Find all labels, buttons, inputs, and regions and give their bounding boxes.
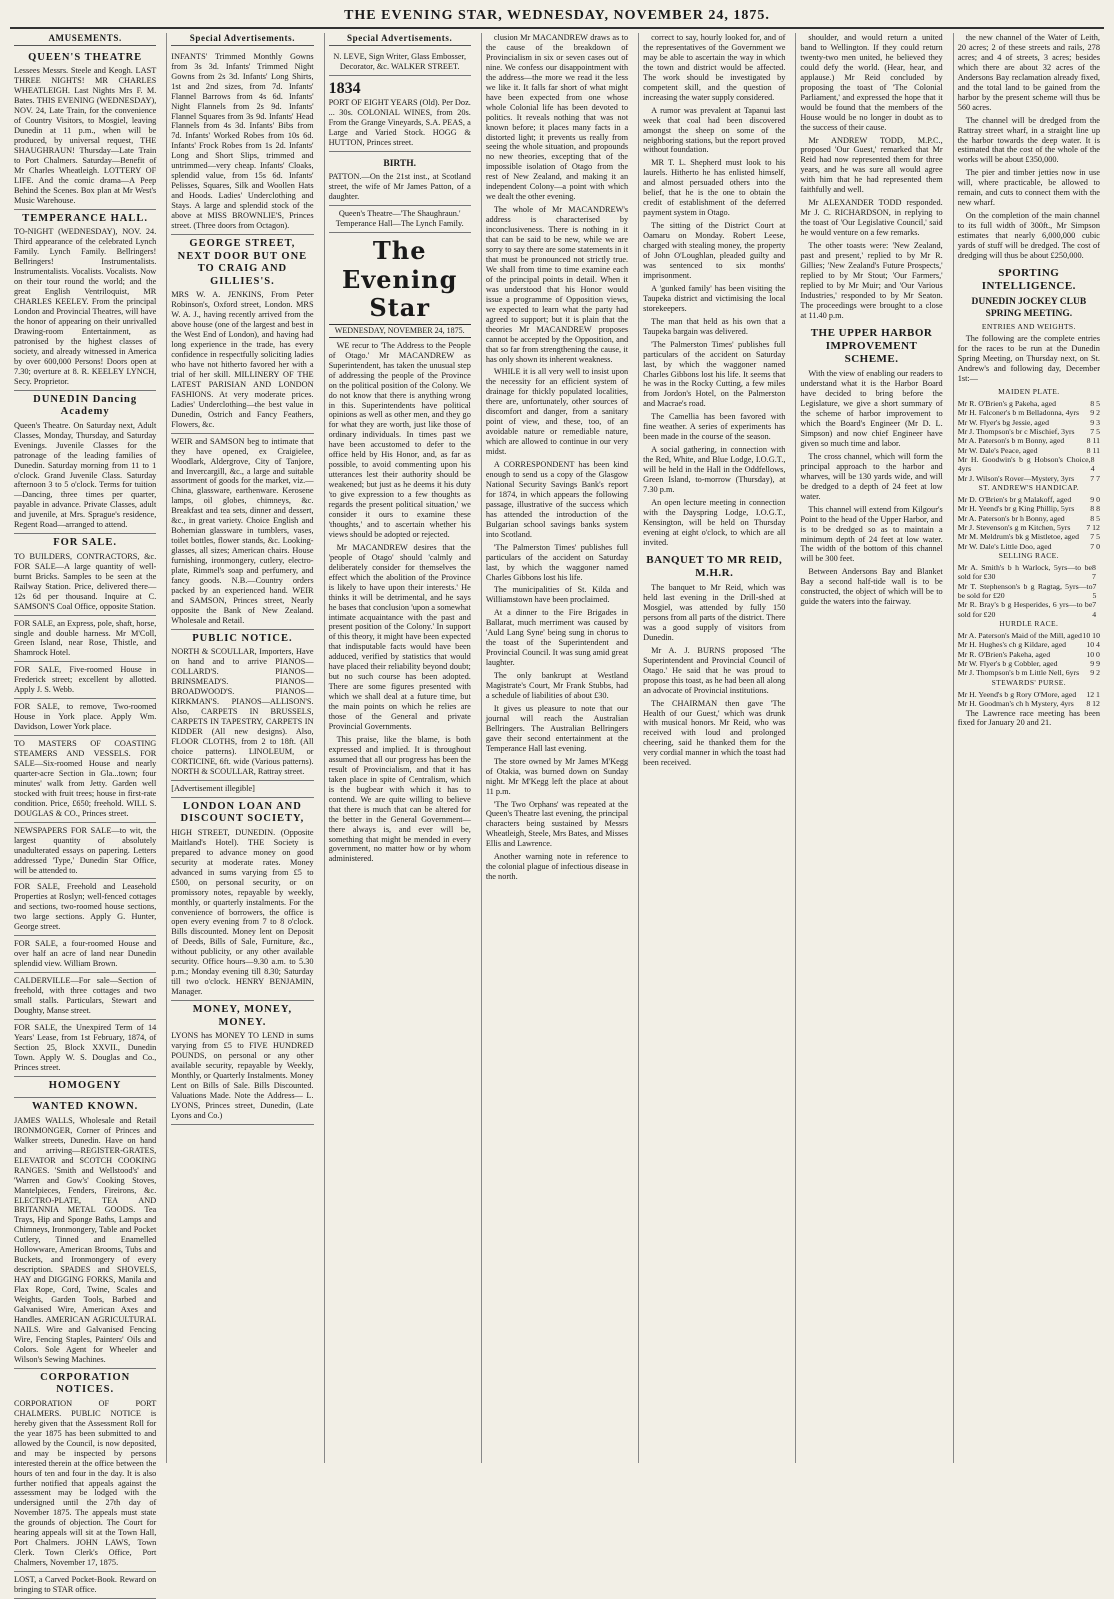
- entry-name: Mr H. Hughes's ch g Kildare, aged: [957, 640, 1067, 650]
- advertisement: [14, 936, 156, 973]
- paragraph: On the completion of the main channel to its full width of 300ft., Mr Simpson estimates that nearly 6,000,000 cubic yards of stuff will be dredged. The cost of dredging will thus be about £250,000.: [957, 211, 1100, 261]
- handicap-title: ST. ANDREW'S HANDICAP.: [978, 482, 1080, 492]
- column-sporting: [953, 33, 1104, 1463]
- hurdle-title: HURDLE RACE.: [999, 619, 1059, 629]
- ad-body: LOST, a Carved Pocket-Book. Reward on bringing to STAR office.: [14, 1575, 157, 1595]
- ad-title: WANTED KNOWN.: [31, 1101, 139, 1113]
- paragraph: A 'gunked family' has been visiting the Taupeka district and victimising the local storekeepers.: [643, 283, 786, 313]
- race-entry: [958, 436, 1100, 445]
- race-entry: [958, 600, 1100, 619]
- advertisement: [14, 879, 156, 936]
- ad-body: TO BUILDERS, CONTRACTORS, &c. FOR SALE—A large quantity of well-burnt Bricks. Samples to be seen at the Railway Station. Price, delivered there—12s 6d per thousand. Inquire at C. SAMSON'S Coal Office, opposite Station.: [14, 551, 157, 611]
- advertisement: [14, 616, 156, 663]
- entry-weight: 8 5: [1090, 513, 1100, 523]
- ad-title: DUNEDIN Dancing Academy: [33, 393, 138, 418]
- selling-title: SELLING RACE.: [998, 551, 1059, 561]
- entry-weight: 7 0: [1090, 541, 1100, 551]
- advertisement: [14, 736, 156, 823]
- ads-list: [14, 49, 156, 1599]
- race-entry: [958, 408, 1100, 417]
- race-entry: [958, 631, 1100, 640]
- maiden-title: MAIDEN PLATE.: [998, 386, 1060, 396]
- selling-entries: [958, 563, 1100, 619]
- advertisement: [171, 235, 313, 434]
- amusement-pointer: Queen's Theatre—'The Shaughraun.' Temperance Hall—The Lynch Family.: [329, 206, 471, 233]
- paragraph: This praise, like the blame, is both expressed and implied. It is throughout assumed that all our progress has been the result of Provincialism, and that it has taken place in spite of Centralism, which is the bugbear with which it has to contend. We are quite willing to believe that there is much that can be altered for the better in the General Government—there always is, and ever will be, something that might be mended in every government, no matter how or by whom administered.: [328, 734, 471, 864]
- maiden-entries: [958, 399, 1100, 483]
- ad-title: HOMOGENY: [48, 1079, 122, 1091]
- jockey-intro: The following are the complete entries for the races to be run at the Dunedin Spring Meeting, on Thursday next, on St. Andrew's and following day, December 1st:—: [957, 334, 1100, 383]
- paragraph: A social gathering, in connection with the Red, White, and Blue Lodge, I.O.G.T., will be held in the Hall in the Oddfellows, Green Island, to-morrow (Thursday), at 7.30 p.m.: [643, 445, 786, 494]
- ad-title: CORPORATION NOTICES.: [40, 1371, 131, 1396]
- paragraph: 'The Two Orphans' was repeated at the Queen's Theatre last evening, the principal characters being sustained by Messrs Wheatleigh, Steele, Mrs Bates, and Misses Ellis and Lawrence.: [485, 799, 629, 849]
- race-entry: [958, 542, 1100, 551]
- ad-body: NEWSPAPERS FOR SALE—to wit, the largest quantity of absolutely unadulterated essays on papering. Letters addressed 'Type,' Dunedin Star Office, will be attended to.: [14, 825, 157, 875]
- ad-body: NORTH & SCOULLAR, Importers, Have on hand and to arrive PIANOS—COLLARD'S. PIANOS—BRINSMEAD'S. PIANOS—BROADWOOD'S. PIANOS—KIRKMAN'S. PIANOS—ALLISON'S. Also, CARPETS IN BRUSSELS, CARPETS IN TAPESTRY, CARPETS IN KIDDER (All new designs). Also, FLOOR CLOTHS, from 2 to 18ft. (All choice patterns). LINOLEUM, or CORTICINE, 6ft. wide (Various patterns). NORTH & SCOULLAR, Rattray street.: [171, 647, 314, 776]
- paragraph: A CORRESPONDENT has been kind enough to send us a copy of the Glasgow National Security Savings Bank's report for 1874, in which appears the following passage, illustrative of the success which has attended the introduction of the Bulgarian school savings banks system into Scotland.: [485, 460, 629, 539]
- entry-name: Mr H. Yeend's br g King Phillip, 5yrs: [957, 504, 1075, 514]
- news-paragraphs: [486, 33, 628, 882]
- paragraph: shoulder, and would return a united band to Wellington. If they could return twenty-two men united, he believed they could defy the world. (Hear, hear, and applause.) Mr Reid concluded by proposing the toast of 'The Colonial Parliament,' and expressed the hope that it would be found that the members of the House would be no longer in doubt as to the success of their cause.: [800, 33, 943, 132]
- ad-title: MONEY, MONEY, MONEY.: [192, 1004, 293, 1028]
- entry-name: Mr J. Thompson's br c Mischief, 3yrs: [957, 426, 1075, 436]
- entry-name: Mr D. O'Brien's br g Malakoff, aged: [957, 494, 1072, 504]
- race-entry: [958, 582, 1100, 601]
- column-heading: Special Advertisements.: [171, 33, 313, 46]
- footer-note: The Lawrence race meeting has been fixed for January 20 and 21.: [957, 708, 1100, 728]
- paragraph: The CHAIRMAN then gave 'The Health of our Guest,' which was drunk with musical honors. Mr Reid, who was received with loud and prolonged cheering, said he thanked them for the very cordial manner in which the toast had been received.: [643, 698, 786, 768]
- editorial: [329, 341, 471, 865]
- paragraph: Mr ANDREW TODD, M.P.C., proposed 'Our Guest,' remarked that Mr Reid had now represented them for three years, and he was sure all would agree with him that he had represented them faithfully and well.: [800, 135, 943, 195]
- paragraph: The cross channel, which will form the principal approach to the harbor and wharves, will be 130 yards wide, and will be dredged to a depth of 24 feet at low water.: [800, 451, 943, 501]
- entry-name: Mr J. Wilson's Rover—Mystery, 3yrs: [957, 473, 1075, 483]
- advertisement: [14, 699, 156, 736]
- advertisement: [14, 391, 156, 535]
- advertisement: [14, 210, 156, 391]
- column-heading: Special Advertisements.: [329, 33, 471, 46]
- sporting-title: SPORTING INTELLIGENCE.: [981, 266, 1076, 293]
- entry-weight: 8 12: [1086, 699, 1100, 709]
- ad-body: CORPORATION OF PORT CHALMERS. PUBLIC NOTICE is hereby given that the Assessment Roll for the year 1875 has been submitted to and allowed by the Council, is now deposited, and may be inspected by persons interested therein at the office between the hours of ten and four in the day. It is also further notified that appeals against the assessment may be lodged with the undersigned until the 27th day of November 1875. The appeals must state the grounds of objection. The Court for hearing appeals will sit at the Town Hall, Port Chalmers. JOHN LAWS, Town Clerk. Town Clerk's Office, Port Chalmers, November 17, 1875.: [14, 1398, 157, 1568]
- paragraph: The banquet to Mr Reid, which was held last evening in the Drill-shed at Mosgiel, was attended by fully 150 persons from all parts of the district. There was a good supply of visitors from Dunedin.: [643, 583, 786, 642]
- race-entry: [958, 418, 1100, 427]
- ad-body: CALDERVILLE—For sale—Section of freehold, with three cottages and two small stalls. Particulars, Stewart and Doughty, Manse street.: [14, 976, 157, 1015]
- paragraph: Mr MACANDREW desires that the 'people of Otago' should 'calmly and deliberately consider for themselves the effect which the abolition of the Province is likely to have upon their interests.' He thinks it will be detrimental, and he says he bases that conclusion 'upon a somewhat intimate acquaintance with the past and present position of the Colony.' In support of this theory, it might have been expected that indisputable facts would have been adduced, verified by statistics that would have placed their reliability beyond doubt; but no such course has been adopted. There are some figures presented with which we shall deal at a future time, but the main points on which he relies are those of the General and private Provincial Governments.: [328, 542, 471, 732]
- advertisement: [14, 1098, 156, 1368]
- birth-notice: [329, 152, 471, 206]
- paragraph: An open lecture meeting in connection with the Dayspring Lodge, I.O.G.T., Kensington, will be held on Thursday evening at eight o'clock, to which are all invited.: [643, 497, 786, 547]
- race-entry: [958, 532, 1100, 541]
- masthead: THE EVENING STAR, WEDNESDAY, NOVEMBER 24, 1875.: [10, 6, 1104, 29]
- advertisement: [14, 49, 156, 210]
- news-paragraphs: [958, 33, 1100, 261]
- paragraph: The channel will be dredged from the Rattray street wharf, in a straight line up the harbor towards the deep water. It is estimated that the cost of the whole of the works will be about £350,000.: [957, 115, 1100, 165]
- race-entry: [958, 690, 1100, 699]
- entry-weight: 7 5: [1090, 532, 1100, 542]
- entry-name: Mr T. Stephenson's b g Ragtag, 5yrs—to be sold for £20: [957, 581, 1093, 601]
- race-entry: [958, 523, 1100, 532]
- entry-name: Mr W. Flyer's b g Cobbler, aged: [957, 659, 1058, 669]
- entry-name: Mr H. Falconer's b m Belladonna, 4yrs: [957, 408, 1080, 418]
- entry-name: Mr A. Paterson's b m Bonny, aged: [957, 436, 1065, 446]
- entry-name: Mr M. Meldrum's bk g Mistletoe, aged: [957, 532, 1080, 542]
- paragraph: This channel will extend from Kilgour's Point to the head of the Upper Harbor, and is to be dredged so as to maintain a minimum depth of 24 feet at low water. The width of the bottom of this channel will be 300 feet.: [800, 504, 943, 564]
- paragraph: Mr ALEXANDER TODD responded. Mr J. C. RICHARDSON, in replying to the toast of 'Our Legislative Council,' said he would venture on a few remarks.: [800, 198, 943, 238]
- ad-title: LONDON LOAN AND DISCOUNT SOCIETY,: [180, 800, 305, 825]
- birth-text: PATTON.—On the 21st inst., at Scotland street, the wife of Mr James Patton, of a daughter.: [328, 172, 471, 201]
- entry-weight: 10 0: [1086, 649, 1100, 659]
- stewards-entries: [958, 690, 1100, 709]
- entry-name: Mr W. Flyer's bg Jessie, aged: [957, 417, 1049, 427]
- entry-name: Mr R. O'Brien's Pakeha, aged: [957, 649, 1051, 659]
- entry-weight: 9 9: [1090, 659, 1100, 669]
- ad-body: MRS W. A. JENKINS, From Peter Robinson's, Oxford street, London. MRS W. A. J., having recently arrived from the above house (one of the largest and best in the West End of London), and having had long experience in the trade, has every confidence in respectfully soliciting ladies who have not hitherto favored her with a trial of her skill. MILLINERY OF THE LATEST PARISIAN AND LONDON FASHIONS. At very moderate prices. Ladies' Underclothing—the best value in Dunedin, Ostrich and Fancy Feathers, Flowers, &c.: [171, 290, 314, 429]
- entry-weight: 9 2: [1090, 668, 1100, 678]
- banquet-paragraphs: [643, 583, 785, 768]
- advertisement: [14, 823, 156, 880]
- columns: [10, 33, 1104, 1595]
- paragraph: Another warning note in reference to the colonial plague of infectious disease in the north.: [485, 852, 629, 882]
- advertisement: [14, 1077, 156, 1099]
- paragraph: Between Andersons Bay and Blanket Bay a second half-tide wall is to be constructed, the object of which will be to guide the waters into the fairway.: [800, 567, 943, 607]
- wine-text: PORT OF EIGHT YEARS (Old). Per Doz. ... 30s. COLONIAL WINES, from 20s. From the Grange Vineyards, S.A. PEAS, a Large and Varied Stock. HOGG & HUTTON, Princes street.: [328, 97, 471, 147]
- paragraph: The Camellia has been favored with fine weather. A series of experiments has been made in the course of the season.: [643, 412, 786, 442]
- race-entry: [958, 563, 1100, 582]
- ad-body: TO-NIGHT (WEDNESDAY), NOV. 24. Third appearance of the celebrated Lynch Family. Lynch Family. Bellringers! Bellringers! Instrumentalists. Instrumentalists. Vocalists. Vocalists. Now on their tour round the world; and the great English Ventriloquist, MR CHARLES KEELEY. From the principal London and Provincial Theatres, will have the honor of appearing on their unrivalled Drawing-room Entertainment, as patronised by the highest classes of society, and already witnessed in America by over 600,000 Persons! Doors open at 7.30; overture at 8. R. KEELEY LYNCH, Secy. Proprietor.: [14, 227, 157, 386]
- entry-name: Mr A. Paterson's Maid of the Mill, aged: [957, 631, 1082, 641]
- entry-name: Mr H. Goodman's ch h Mystery, 4yrs: [957, 699, 1074, 709]
- entry-weight: 9 0: [1090, 494, 1100, 504]
- advertisement: [14, 662, 156, 699]
- paragraph: MR T. L. Shepherd must look to his laurels. Hitherto he has enlisted himself, and almost persuaded others into the belief, that he is the one to obtain the credit of establishment of the deferred payment system in Otago.: [643, 158, 786, 218]
- entry-name: Mr A. Paterson's br h Bonny, aged: [957, 513, 1065, 523]
- ad-body: Queen's Theatre. On Saturday next, Adult Classes, Monday, Thursday, and Saturday Evenings. Juvenile Classes for the patronage of the leading families of Dunedin. Saturday morning from 11 to 1 o'clock. Grand Juvenile Class. Saturday afternoon 3 to 5 o'clock. Terms for tuition—Dancing, three times per quarter, payable in advance. Private Classes, adult and juvenile, at Mrs. Sprague's residence, Regent Road—arranged to attend.: [14, 420, 157, 530]
- column-news-1: [481, 33, 632, 1463]
- handicap-entries: [958, 495, 1100, 551]
- paragraph: WE recur to 'The Address to the People of Otago.' Mr MACANDREW as Superintendent, has taken the unusual step of addressing the people of the Province on the political position of the Colony. We do not know that there is anything wrong in this. Superintendents have political opinions as well as other men, and they go for what they are worth, just like those of ordinary individuals. In times past we have been accustomed to defer to the office held by His Honor, and, as far as possible, to avoid commenting upon his utterances lest their authority should be weakened; but just as he deems it his duty 'to give expression to a few thoughts as regards the present political situation,' we consider it ours to examine these 'thoughts,' and to ascertain whether his views should be adopted or rejected.: [328, 340, 471, 539]
- newspaper-flag: The Evening Star: [342, 235, 458, 323]
- entry-weight: 12 1: [1086, 689, 1100, 699]
- ad-body: FOR SALE, the Unexpired Term of 14 Years' Lease, from 1st February, 1874, of Section 25, Block XXVII., Dunedin Town. Apply W. S. Douglas and Co., Princes street.: [14, 1022, 157, 1072]
- birth-title: BIRTH.: [383, 158, 417, 169]
- race-entry: [958, 446, 1100, 455]
- paragraph: The pier and timber jetties now in use will, where practicable, be allowed to remain, and cuts to connect them with the new wharf.: [957, 168, 1100, 208]
- ad-body: Lessees Messrs. Steele and Keogh. LAST THREE NIGHTS! MR CHARLES WHEATLEIGH. Last Nights Mrs F. M. Bates. THIS EVENING (WEDNESDAY), NOV. 24, Late Train, for the convenience of Country Visitors, to Mosgiel, leaving Dunedin at 11 p.m., when will be produced, by universal request, THE SHAUGHRAUN! Thursday—Late Train to Port Chalmers. Saturday—Benefit of Mr Charles Wheatleigh. LOTTERY OF LIFE. And the comic drama—A Peep Behind the Scenes. Box plan at Mr West's Music Warehouse.: [14, 66, 157, 205]
- race-entry: [958, 399, 1100, 408]
- ad-title: TEMPERANCE HALL.: [22, 212, 148, 224]
- ad-body: FOR SALE, to remove, Two-roomed House in York place. Apply Wm. Davidson, Lower York place.: [14, 702, 157, 732]
- stewards-title: STEWARDS' PURSE.: [991, 677, 1067, 687]
- entry-weight: 8 7: [1091, 563, 1096, 582]
- race-entry: [958, 474, 1100, 483]
- paragraph: A rumor was prevalent at Tapanui last week that coal had been discovered amongst the sheep on some of the neighboring stations, but the report proved without foundation.: [643, 105, 786, 155]
- ad-body: FOR SALE, Freehold and Leasehold Properties at Roslyn; well-fenced cottages and sections, two-roomed house sections, two large sections. Apply G. Hunter, George street.: [14, 882, 157, 932]
- ad-body: FOR SALE, a four-roomed House and over half an acre of land near Dunedin splendid view. William Brown.: [14, 939, 157, 969]
- wine-year: 1834: [328, 79, 361, 97]
- race-entry: [958, 495, 1100, 504]
- race-entry: [958, 659, 1100, 668]
- paragraph: The other toasts were: 'New Zealand, past and present,' replied to by Mr R. Gillies; 'New Zealand's Future Prospects,' replied to by Mr Stout; 'Our Farmers,' replied to by Mr Muir; and 'Our Various Industries,' responded to by Mr Seaton. The proceedings were brought to a close at 11.40 p.m.: [800, 241, 943, 320]
- race-entry: [958, 668, 1100, 677]
- entry-weight: 9 2: [1090, 408, 1100, 418]
- ad-body: JAMES WALLS, Wholesale and Retail IRONMONGER, Corner of Princes and Walker streets, Dunedin. Have on hand and arriving—REGISTER-GRATES, ELEVATOR and SCOTCH COOKING RANGES. 'Smith and Wellstood's' and 'Warren and Gow's' Cooking Stoves, Mantelpieces, Fenders, Fireirons, &c. ELECTRO-PLATE, TEA AND BRITANNIA METAL GOODS. Tea Trays, Hip and Sponge Baths, Lamps and Chimneys, Ironmongery, Table and Pocket Cutlery, Tinned and Enamelled Hollowware, American Brooms, Tubs and Buckets, and Ironmongery of every description. SPADES and SHOVELS, HAY and DIGGING FORKS, Manila and Flax Rope, Cord, Twine, Scales and Weights, Garden Tools, Barbed and Galvanised Wire, American Axes and Handles. AMERICAN AGRICULTURAL NAILS. Wire and Galvanised Fencing Wire, Fencing Staples, Painters' Oils and Colors. Sole Agent for Wheeler and Wilson's Sewing Machines.: [14, 1115, 157, 1364]
- entry-name: Mr J. Stevenson's g m Kitchen, 5yrs: [957, 523, 1071, 533]
- hurdle-entries: [958, 631, 1100, 678]
- ad-body: FOR SALE, Five-roomed House in Frederick street; excellent by allotted. Apply J. S. Webb.: [14, 665, 157, 695]
- entry-weight: 7 5: [1090, 426, 1100, 436]
- entry-weight: 10 4: [1086, 640, 1100, 650]
- entry-name: Mr R. Bray's b g Hesperides, 6 yrs—to be sold for £20: [957, 600, 1093, 619]
- race-entry: [958, 650, 1100, 659]
- ad-wine: [329, 76, 471, 152]
- paragraph: the new channel of the Water of Leith, 20 acres; 2 of these streets and rails, 278 acres; and 4 of streets, 3 acres; besides which there are about 32 acres of the Andersons Bay reclamation already fixed, and the total land to be gained from the harbor by the present scheme will thus be 560 acres.: [957, 33, 1100, 112]
- ads-list: [171, 49, 313, 1125]
- race-entry: [958, 514, 1100, 523]
- paragraph: The man that held as his own that a Taupeka bargain was delivered.: [643, 316, 786, 336]
- entry-weight: 10 10: [1082, 631, 1100, 641]
- advertisement: [14, 1572, 156, 1599]
- entry-weight: 7 4: [1092, 600, 1097, 619]
- paragraph: The store owned by Mr James M'Kegg of Otakia, was burned down on Sunday night. Mr M'Kegg left the place at about 11 p.m.: [485, 756, 629, 796]
- entry-name: Mr W. Dale's Little Doo, aged: [957, 541, 1052, 551]
- entry-weight: 7 5: [1092, 581, 1097, 601]
- entry-weight: 8 11: [1086, 445, 1100, 455]
- entry-name: Mr R. O'Brien's g Pakeha, aged: [957, 398, 1056, 408]
- news-paragraphs: [800, 33, 942, 321]
- advertisement: [14, 973, 156, 1020]
- paragraph: clusion Mr MACANDREW draws as to the cause of the breakdown of Provincialism in six or seven cases out of nine. We confess our disappointment with the address—the more we read it the less we like it. It falls far short of what might have been expected from one whose whole Colonial life has been devoted to politics. It reveals nothing that was not known before; it places many facts in a distorted light; it prevents us really from seeing the whole situation, and propounds no new theories, excepting that of the impossible isolation of Otago from the rest of New Zealand, and making it an independent Colony—a point with which we dealt the other evening.: [485, 33, 629, 202]
- jockey-sub: ENTRIES AND WEIGHTS.: [981, 322, 1076, 332]
- column-amusements: [10, 33, 160, 1595]
- race-entry: [958, 640, 1100, 649]
- entry-weight: 9 3: [1090, 417, 1100, 427]
- harbor-title: THE UPPER HARBOR IMPROVEMENT SCHEME.: [810, 326, 933, 366]
- advertisement: [14, 1369, 156, 1572]
- paragraph: The sitting of the District Court at Oamaru on Monday. Robert Leese, charged with stealing money, the property of John O'Loughlan, pleaded guilty and was sentenced to six months' imprisonment.: [643, 221, 786, 280]
- advertisement: [171, 630, 313, 781]
- ad-body: [Advertisement illegible]: [171, 783, 255, 793]
- ad-title: PUBLIC NOTICE.: [192, 632, 293, 644]
- paragraph: The whole of Mr MACANDREW's address is characterised by inconclusiveness. There is nothing in it that can be said to be new, while we are sorry to say there are some statements in it that must be pronounced not strictly true. We shall from time to time examine each of the principal points in detail. When it was understood that his Honor would issue a programme of Opposition views, we expected to learn what the party had agreed to support; but it is plain that the theories Mr MACANDREW proposes cannot be accepted by the Opposition, and that so far from strengthening the cause, it has only shown its inherent weakness.: [485, 205, 629, 364]
- paragraph: 'The Palmerston Times' publishes full particulars of the accident on Saturday last, by which the waggoner named Charles Gibbons lost his life. It seems that he was in the Rocky Cutting, a few miles from Jordon's Hotel, on the Palmerston and Macrae's road.: [643, 339, 786, 409]
- paragraph: At a dinner to the Fire Brigades in Ballarat, much merriment was caused by 'Auld Lang Syne' being sung in chorus to the toast of the Superintendent and Provincial Council. It was sung amid great laughter.: [485, 608, 629, 668]
- advertisement: [171, 434, 313, 630]
- advertisement: [14, 1020, 156, 1077]
- paragraph: The only bankrupt at Westland Magistrate's Court, Mr Frank Stubbs, had a schedule of liabilities of about £30.: [485, 671, 629, 700]
- race-entry: [958, 455, 1100, 474]
- entry-name: Mr H. Yeend's b g Rory O'More, aged: [957, 689, 1077, 699]
- ad-body: TO MASTERS OF COASTING STEAMERS AND VESSELS. FOR SALE—Six-roomed House and nearly quarter-acre Section in Gla...town; four minutes' walk from Jetty. Garden well stocked with fruit trees; house in first-rate condition. Price, £650; freehold. WILL S. DOUGLAS & CO., Princes street.: [14, 739, 157, 818]
- paragraph: The municipalities of St. Kilda and Williamstown have been proclaimed.: [485, 585, 629, 605]
- advertisement: [171, 1001, 313, 1125]
- ad-leve: N. LEVE, Sign Writer, Glass Embosser, Decorator, &c. WALKER STREET.: [329, 49, 471, 76]
- entry-weight: 8 4: [1090, 454, 1095, 474]
- paragraph: correct to say, hourly looked for, and of the representatives of the Government we may be able to ascertain the way in which the town and district would be affected. The work should be investigated by competent skill, and the question of increasing the water supply considered.: [643, 33, 786, 102]
- column-special-ads-2: [324, 33, 475, 1463]
- entry-weight: 8 11: [1086, 436, 1100, 446]
- ad-body: WEIR and SAMSON beg to intimate that they have opened, ex Craigielee, Woodlark, Aldergrove, City of Tanjore, and Invercargill, &c., a large and suitable assortment of goods for the market, viz.— China, glassware, earthenware. Kerosene lamps, oil globes, chimneys, &c. Breakfast and tea sets, dinner and dessert, &c., in great variety. Choice English and Bohemian glassware in tumblers, vases, toilet bottles, flower stands, &c. Looking-glasses, all sizes; American chairs. House furnishing, ironmongery, cutlery, electro-plate, Rimmel's soap and perfumery, and fancy goods. N.B.—Country orders packed by an experienced hand. WEIR and SAMSON, Princes street, Nearly opposite the Bank of New Zealand. Wholesale and Retail.: [171, 436, 314, 625]
- entry-name: Mr W. Dale's Peace, aged: [957, 445, 1038, 455]
- entry-weight: 7 12: [1086, 523, 1100, 533]
- race-entry: [958, 427, 1100, 436]
- advertisement: [171, 798, 313, 1001]
- jockey-title: DUNEDIN JOCKEY CLUB SPRING MEETING.: [971, 297, 1087, 319]
- news-paragraphs: [643, 33, 785, 548]
- ad-body: INFANTS' Trimmed Monthly Gowns from 3s 3d. Infants' Trimmed Night Gowns from 2s 3d. Infants' Long Shirts, 1st and 2nd sizes, from 7d. Infants' Flannel Barrows from 4s 6d. Infants' Night Flannels from 2s 9d. Infants' Flannel Squares from 3s 9d. Infants' Head Flannels from 4s 3d. Infants' Bibs from 7d. Infants' Worked Robes from 10s 6d. Infants' Frock Robes from 1s 2d. Infants' Long and Short Slips, trimmed and untrimmed—very cheap. Infants' Cloaks, splendid value, from 15s 6d. Infants' Pelisses, Squares, Silk and Woollen Hats and Hoods. Ladies' Underclothing and Stays. A large and splendid stock of the above at MISS BROWNLIE'S, Princes street. (Three doors from Octagon).: [171, 51, 314, 230]
- paragraph: It gives us pleasure to note that our journal will reach the Australian Bellringers. The Australian Bellringers gave their second entertainment at the Temperance Hall last evening.: [485, 703, 629, 753]
- banquet-title: BANQUET TO MR REID, M.H.R.: [646, 553, 783, 579]
- entry-weight: 8 5: [1090, 398, 1100, 408]
- ad-body: FOR SALE, an Express, pole, shaft, horse, single and double harness. Mr M'Coll, Green Island, near Rose, Thistle, and Shamrock Hotel.: [14, 618, 157, 658]
- entry-name: Mr A. Smith's b h Warlock, 5yrs—to be sold for £30: [957, 563, 1092, 582]
- paragraph: Mr A. J. BURNS proposed 'The Superintendent and Provincial Council of Otago.' He said that he was proud to propose this toast, as he had been all along an advocate of Provincial institutions.: [643, 645, 786, 695]
- advertisement: [171, 781, 313, 798]
- entry-name: Mr H. Goodwin's b g Hobson's Choice, 4yrs: [957, 454, 1091, 474]
- entry-weight: 7 7: [1090, 473, 1100, 483]
- race-entry: [958, 504, 1100, 513]
- advertisement: [171, 49, 313, 235]
- ad-title: FOR SALE.: [53, 537, 118, 549]
- column-news-3: [795, 33, 946, 1463]
- harbor-paragraphs: [800, 369, 942, 607]
- ad-title: GEORGE STREET, NEXT DOOR BUT ONE TO CRAIG AND GILLIES'S.: [177, 237, 308, 287]
- column-heading: AMUSEMENTS.: [14, 33, 156, 46]
- entry-name: Mr J. Thompson's b m Little Nell, 6yrs: [957, 668, 1080, 678]
- race-entry: [958, 699, 1100, 708]
- ad-body: LYONS has MONEY TO LEND in sums varying from £5 to FIVE HUNDRED POUNDS, on personal or any other available security, repayable by Weekly, Monthly, or Quarterly Instalments. Money Lent on Bills of Sale. Bills Discounted. Valuations Made. Note the Address— L. LYONS, Princes street, Dunedin, (Late Lyons and Co.): [171, 1031, 314, 1120]
- paragraph: With the view of enabling our readers to understand what it is the Harbor Board have decided to bring before the Legislature, we give a short summary of the scheme of harbor improvement to which the Board's Engineer (Mr D. L. Simpson) and now chief Engineer have given so much time and labor.: [800, 369, 943, 448]
- dateline: WEDNESDAY, NOVEMBER 24, 1875.: [329, 324, 471, 338]
- entry-weight: 8 8: [1090, 504, 1100, 514]
- paragraph: WHILE it is all very well to insist upon the necessity for an efficient system of drainage for thickly populated localities, there are, unfortunately, other sources of discomfort and danger, from a sanitary point of view, and these, too, of an avoidable nature or remediable nature, which are allowed to continue in our very midst.: [485, 367, 629, 457]
- ad-body: HIGH STREET, DUNEDIN. (Opposite Maitland's Hotel). THE Society is prepared to advance money on good security at moderate rates. Money advanced in sums varying from £5 to £500, on personal security, or on promissory notes, repayable by weekly, monthly, or quarterly instalments. For the convenience of borrowers, the office is open every evening from 7 to 8 o'clock. Bills discounted. Money lent on Deposit of Deeds, Bills of Sale, Furniture, &c., without publicity, or any other available security. Office hours—9.30 a.m. to 5.30 p.m.; Monday evening till 8.30; Saturday till two o'clock. HENRY BENJAMIN, Manager.: [171, 827, 314, 997]
- ad-title: QUEEN'S THEATRE: [28, 51, 143, 63]
- advertisement: [14, 534, 156, 615]
- column-special-ads-1: [166, 33, 317, 1463]
- column-news-2: [638, 33, 789, 1463]
- paragraph: 'The Palmerston Times' publishes full particulars of the accident on Saturday last, by which the waggoner named Charles Gibbons lost his life.: [485, 542, 629, 582]
